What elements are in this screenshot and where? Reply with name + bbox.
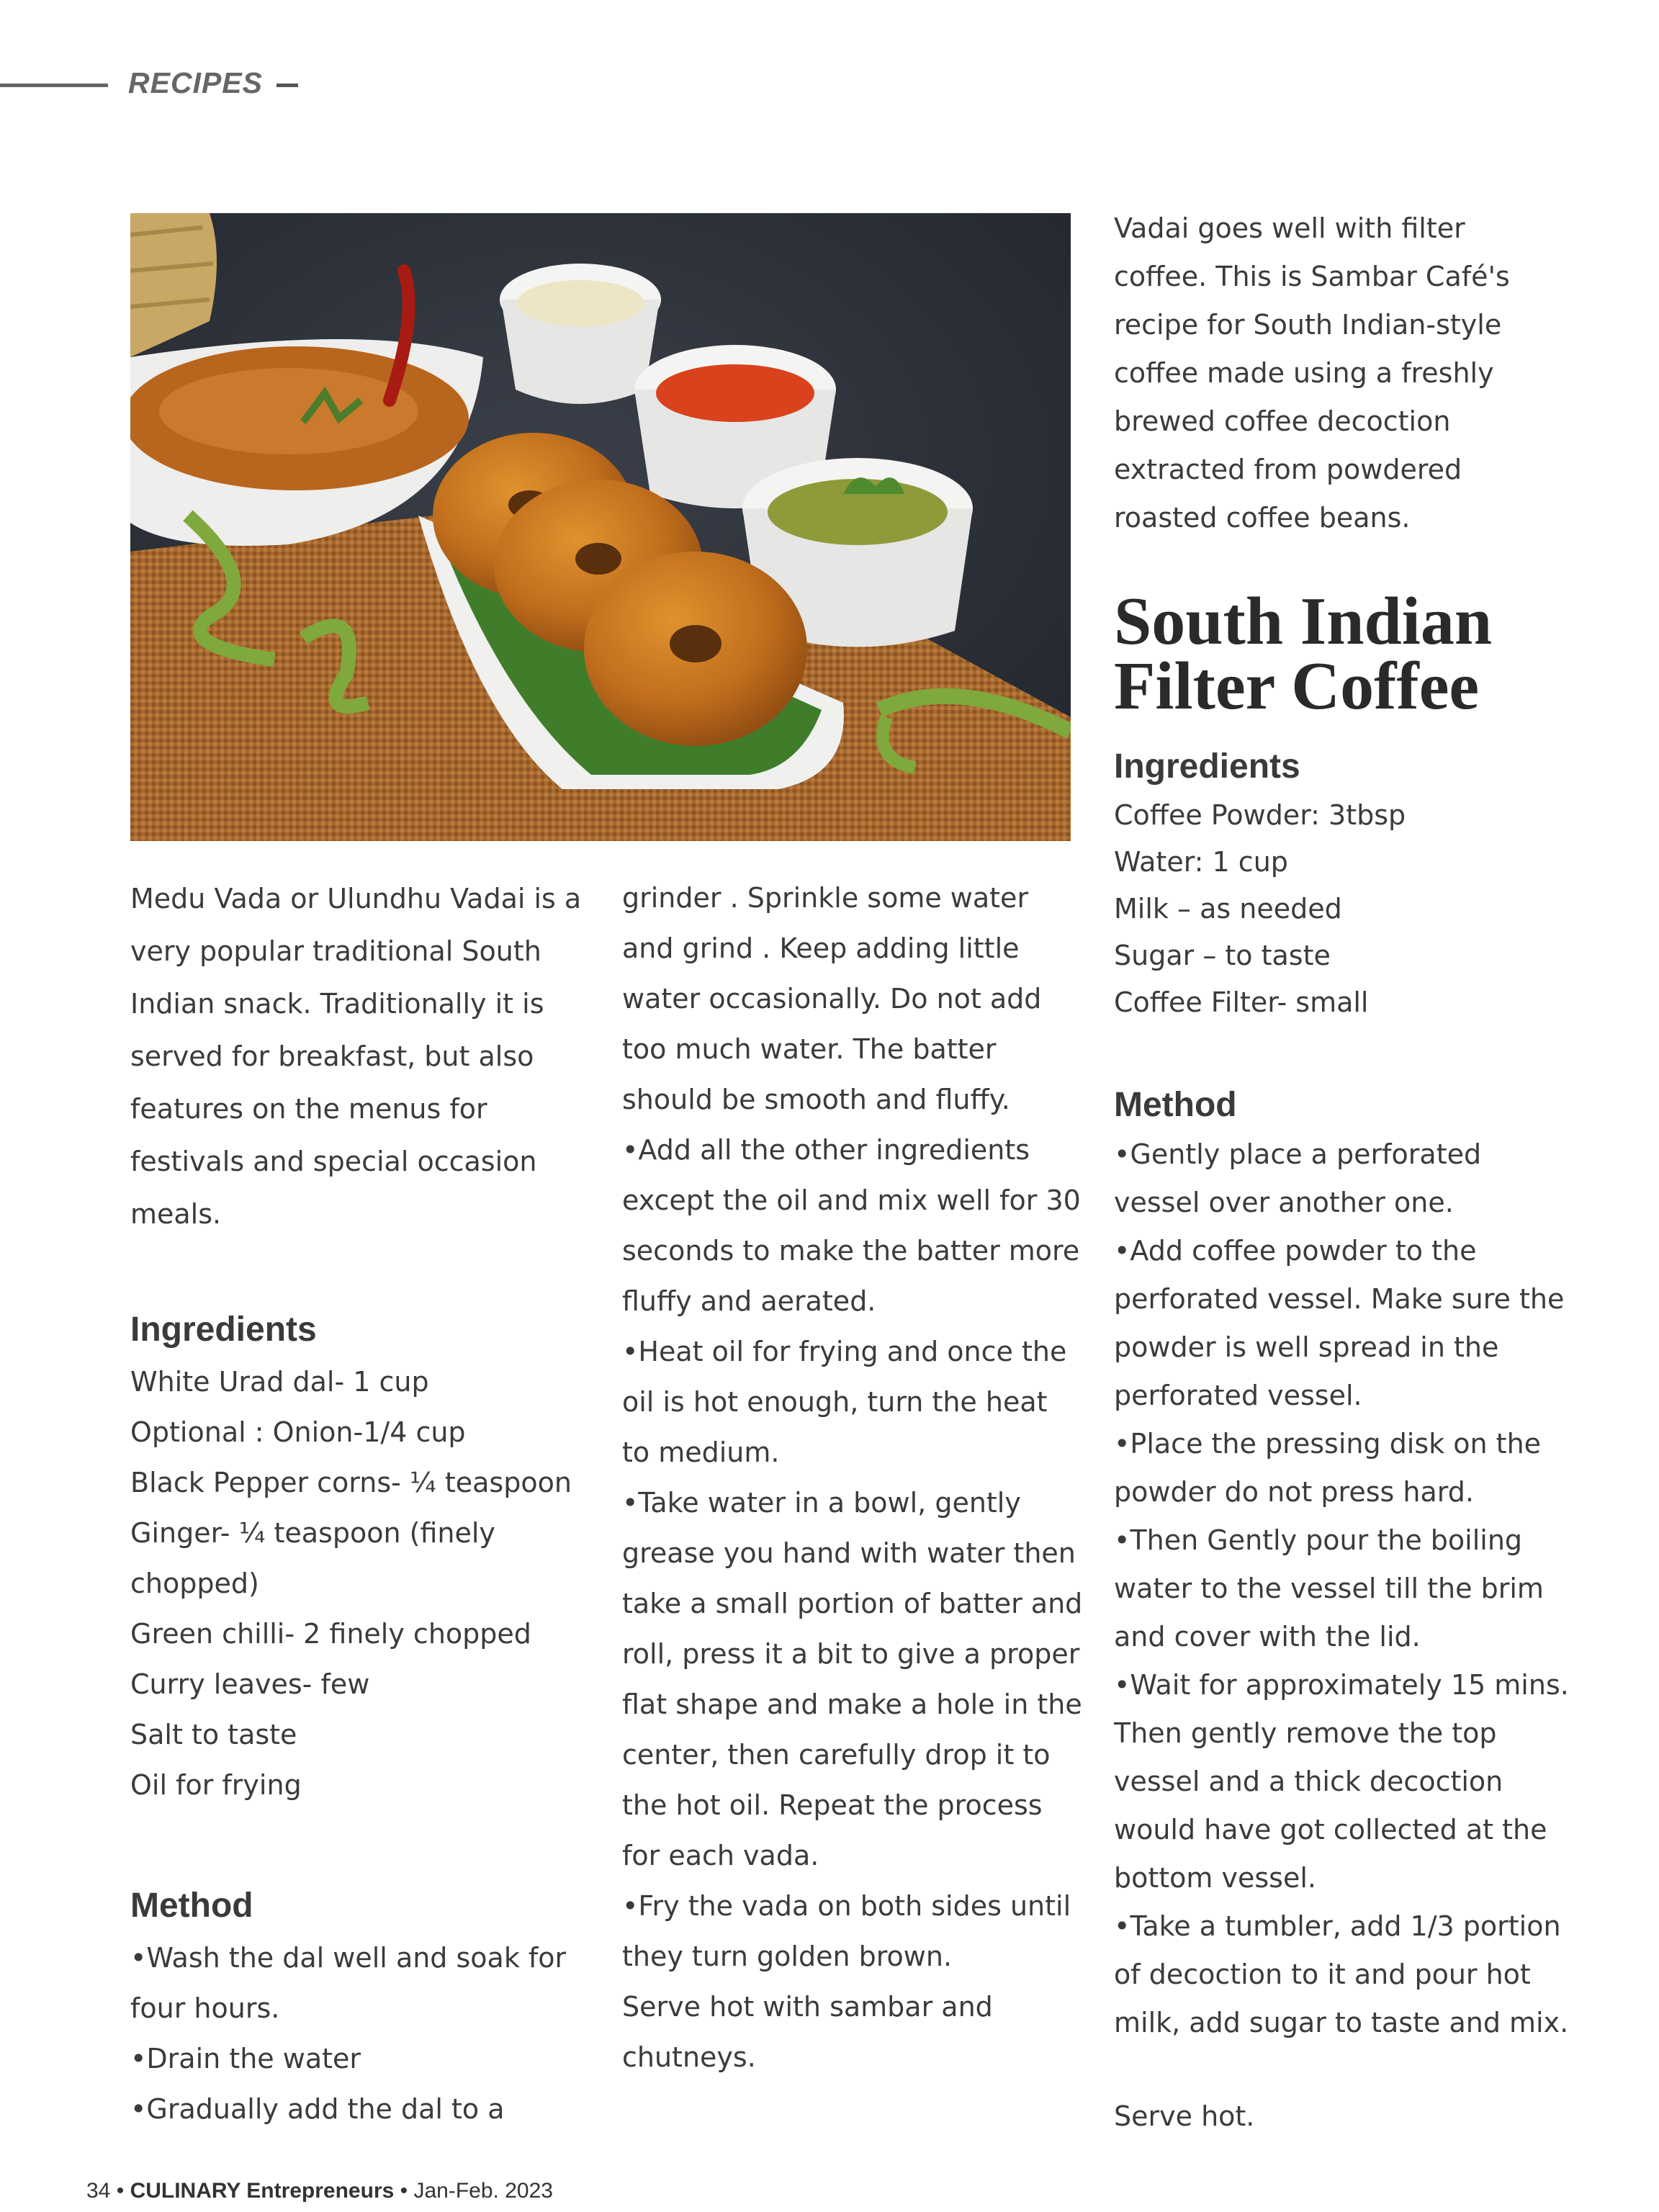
coffee-ingredients-section	[1114, 742, 1589, 1026]
coffee-ingredient-list	[1114, 792, 1589, 1026]
page-number: 34	[86, 2179, 111, 2203]
list-item: Black Pepper corns- ¼ teaspoon	[130, 1467, 572, 1498]
list-item: Water: 1 cup	[1114, 846, 1288, 878]
method-step: Serve hot with sambar and chutneys.	[622, 1991, 993, 2073]
section-label: RECIPES	[128, 66, 263, 99]
list-item: Coffee Powder: 3tbsp	[1114, 799, 1406, 831]
coffee-closing	[1114, 2092, 1589, 2141]
list-item: Oil for frying	[130, 1769, 302, 1801]
coffee-method-section	[1114, 1080, 1589, 2047]
vada-ingredient-list	[130, 1357, 598, 1810]
method-step: •Take a tumbler, add 1/3 portion of decoction to it and pour hot milk, add sugar to taste and mix.	[1114, 1910, 1569, 2038]
issue-date: Jan-Feb. 2023	[413, 2179, 553, 2203]
page-footer	[86, 2179, 553, 2203]
method-step: •Gently place a perforated vessel over another one.	[1114, 1138, 1482, 1218]
vada-method-list-b	[622, 873, 1083, 2082]
list-item: Milk – as needed	[1114, 893, 1342, 925]
magazine-name: CULINARY Entrepreneurs	[130, 2179, 395, 2203]
method-step: •Fry the vada on both sides until they turn golden brown.	[622, 1890, 1071, 1972]
coffee-ingredients-heading: Ingredients	[1114, 747, 1300, 786]
list-item: Ginger- ¼ teaspoon (finely chopped)	[130, 1517, 495, 1599]
method-step: grinder . Sprinkle some water and grind . Keep adding little water occasionally. Do not add too much water. The batter should be smooth and fluffy.	[622, 882, 1042, 1115]
method-step: •Take water in a bowl, gently grease you hand with water then take a small portion of batter and roll, press it a bit to give a proper flat shape and make a hole in the center, then carefully drop it to the hot oil. Repeat the process for each vada.	[622, 1487, 1083, 1871]
method-step: •Place the pressing disk on the powder do not press hard.	[1114, 1428, 1542, 1508]
vada-ingredients-heading: Ingredients	[130, 1310, 317, 1349]
footer-separator: •	[116, 2179, 130, 2203]
closing-line: Serve hot.	[1114, 2100, 1255, 2132]
vada-method-list-a	[130, 1933, 598, 2134]
coffee-intro-paragraph: Vadai goes well with filter coffee. This is Sambar Café's recipe for South Indian-style coffee made using a freshly brewed coffee decoction extracted from powdered roasted coffee beans.	[1114, 212, 1510, 534]
coffee-title-block	[1114, 584, 1618, 724]
vada-ingredients-section	[130, 1305, 598, 1810]
method-step: •Wash the dal well and soak for four hours.	[130, 1942, 567, 2024]
method-step: •Add coffee powder to the perforated vessel. Make sure the powder is well spread in the perforated vessel.	[1114, 1235, 1565, 1411]
vada-method-section	[130, 1881, 598, 2134]
header-rule	[0, 84, 108, 87]
list-item: Salt to taste	[130, 1719, 297, 1750]
method-step: •Then Gently pour the boiling water to the vessel till the brim and cover with the lid.	[1114, 1524, 1544, 1653]
list-item: Curry leaves- few	[130, 1668, 370, 1700]
method-step: •Drain the water	[130, 2043, 361, 2074]
recipe-title-line2: Filter Coffee	[1114, 649, 1480, 724]
intro-text-column	[130, 873, 598, 1241]
list-item: Sugar – to taste	[1114, 940, 1331, 971]
list-item: White Urad dal- 1 cup	[130, 1366, 429, 1398]
vada-method-heading: Method	[130, 1887, 253, 1925]
method-step: •Add all the other ingredients except the oil and mix well for 30 seconds to make the batter more fluffy and aerated.	[622, 1134, 1081, 1317]
coffee-method-heading: Method	[1114, 1086, 1237, 1124]
footer-separator: •	[400, 2179, 414, 2203]
list-item: Coffee Filter- small	[1114, 986, 1369, 1018]
method-step: •Wait for approximately 15 mins. Then gently remove the top vessel and a thick decoction would have got collected at the bottom vessel.	[1114, 1669, 1569, 1894]
coffee-method-list	[1114, 1130, 1589, 2047]
list-item: Green chilli- 2 finely chopped	[130, 1618, 531, 1650]
method-step: •Gradually add the dal to a	[130, 2093, 505, 2125]
header-dash	[276, 84, 298, 87]
list-item: Optional : Onion-1/4 cup	[130, 1416, 466, 1448]
intro-paragraph: Medu Vada or Ulundhu Vadai is a very popular traditional South Indian snack. Traditionally it is served for breakfast, but also features on the menus for festivals and special occasion meals.	[130, 883, 582, 1230]
recipe-title-line1: South Indian	[1114, 584, 1493, 659]
coffee-intro-column	[1114, 204, 1575, 542]
medu-vada-photo	[130, 213, 1071, 841]
method-step: •Heat oil for frying and once the oil is hot enough, turn the heat to medium.	[622, 1336, 1067, 1468]
